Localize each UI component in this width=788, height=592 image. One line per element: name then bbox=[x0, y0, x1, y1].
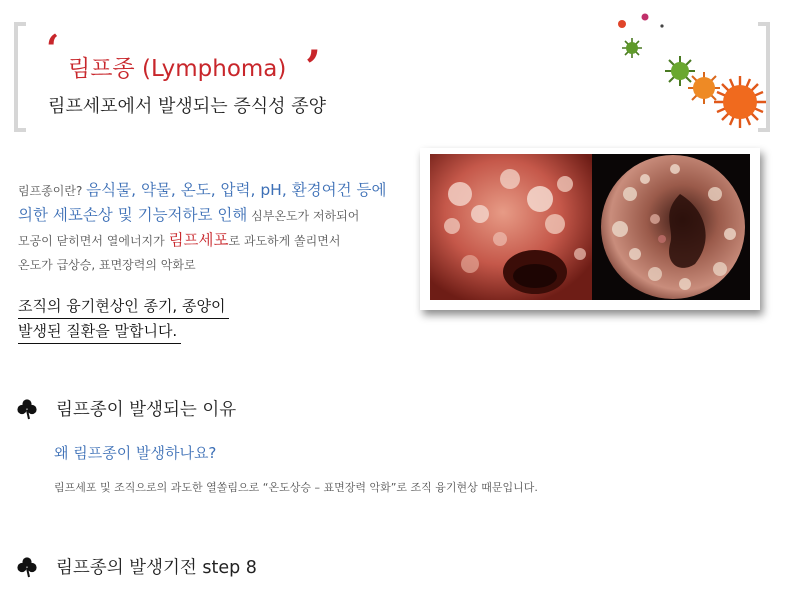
left-bracket-decoration bbox=[14, 22, 26, 132]
germ-icon-orange-large bbox=[714, 76, 766, 128]
endoscopy-photos bbox=[430, 154, 750, 300]
germ-icon-dot bbox=[660, 24, 663, 27]
intro-lymph-cell: 림프세포 bbox=[168, 231, 229, 249]
endoscopy-photo-left bbox=[430, 154, 592, 300]
cause-question: 왜 림프종이 발생하나요? bbox=[54, 444, 217, 462]
section-heading-mechanism-text: 림프종의 발생기전 step 8 bbox=[56, 558, 257, 578]
intro-temp-drop: 심부온도가 저하되어 bbox=[251, 209, 360, 223]
intro-term: 림프종이란? bbox=[18, 184, 83, 198]
germ-icon-small-red bbox=[618, 20, 626, 28]
intro-surface-tension: 온도가 급상승, 표면장력의 악화로 bbox=[18, 258, 196, 272]
clover-icon bbox=[16, 398, 38, 420]
germ-icon-pink bbox=[642, 14, 649, 21]
section-heading-cause bbox=[16, 396, 236, 421]
summary-statement bbox=[18, 294, 229, 344]
section-heading-cause-text: 림프종이 발생되는 이유 bbox=[56, 400, 237, 420]
summary-line-1: 조직의 융기현상인 종기, 종양이 bbox=[18, 294, 229, 319]
page-subtitle: 림프세포에서 발생되는 증식성 종양 bbox=[48, 96, 326, 117]
clover-icon bbox=[16, 556, 38, 578]
intro-paragraph bbox=[18, 178, 418, 277]
summary-line-2: 발생된 질환을 말합니다. bbox=[18, 319, 181, 344]
intro-heat-shift: 로 과도하게 쏠리면서 bbox=[228, 234, 341, 248]
intro-pores: 모공이 닫히면서 열에너지가 bbox=[18, 234, 165, 248]
germ-icon-orange bbox=[688, 72, 720, 104]
endoscopy-photo-frame bbox=[420, 148, 760, 310]
intro-causes: 음식물, 약물, 온도, 압력, pH, 환경여건 등에 bbox=[86, 181, 387, 199]
section-heading-mechanism bbox=[16, 554, 257, 579]
intro-damage: 의한 세포손상 및 기능저하로 인해 bbox=[18, 206, 248, 224]
germ-icon-green-large bbox=[665, 56, 695, 86]
page-title: 림프종 (Lymphoma) bbox=[68, 56, 287, 82]
close-quote-mark: ’ bbox=[305, 40, 322, 94]
germ-icon-green-small bbox=[622, 38, 642, 58]
cause-answer: 림프세포 및 조직으로의 과도한 열쏠림으로 “온도상승 – 표면장력 악화”로 조직 융기현상 때문입니다. bbox=[54, 481, 538, 494]
germ-icons bbox=[600, 10, 780, 130]
open-quote-mark: ‘ bbox=[46, 26, 60, 71]
